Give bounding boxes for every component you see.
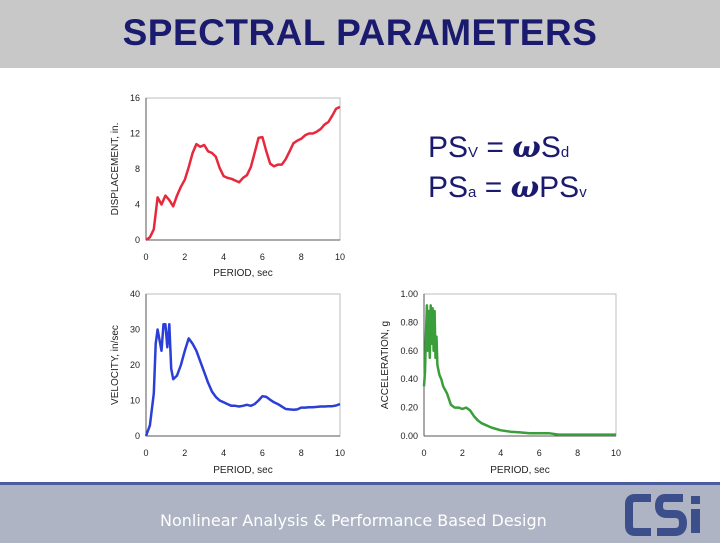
formula-lhs: PS: [428, 171, 469, 204]
x-tick-label: 6: [259, 448, 265, 458]
x-axis-title: PERIOD, sec: [213, 465, 273, 476]
y-tick-label: 16: [129, 93, 140, 103]
x-tick-label: 0: [143, 252, 149, 262]
omega-symbol: ω: [510, 170, 540, 205]
y-tick-label: 30: [129, 324, 140, 335]
y-axis-title: DISPLACEMENT, in.: [110, 122, 121, 216]
formula-rhs: S: [540, 131, 561, 164]
y-tick-label: 0: [134, 235, 140, 245]
x-tick-label: 6: [536, 448, 542, 458]
omega-symbol: ω: [512, 130, 541, 165]
y-tick-label: 0.80: [400, 317, 418, 328]
x-tick-label: 2: [182, 252, 188, 262]
y-tick-label: 0.20: [400, 402, 418, 413]
formula-eq: =: [478, 131, 513, 164]
formula-lhs-sub: V: [468, 144, 479, 161]
x-tick-label: 8: [298, 252, 304, 262]
y-tick-label: 1.00: [400, 289, 418, 299]
x-tick-label: 0: [421, 448, 427, 458]
x-tick-label: 4: [221, 448, 227, 458]
x-tick-label: 8: [575, 448, 581, 458]
y-tick-label: 4: [134, 199, 140, 210]
formula-rhs: PS: [539, 171, 580, 204]
slide-title: SPECTRAL PARAMETERS: [122, 12, 598, 53]
x-axis-title: PERIOD, sec: [490, 465, 550, 476]
x-tick-label: 4: [498, 448, 504, 458]
csi-logo: [625, 490, 710, 538]
y-axis-title: VELOCITY, in/sec: [110, 325, 121, 405]
y-tick-label: 0.00: [400, 431, 418, 441]
x-tick-label: 0: [143, 448, 149, 458]
formula-rhs-sub: v: [579, 184, 587, 201]
x-tick-label: 6: [259, 252, 265, 262]
y-tick-label: 40: [129, 289, 140, 299]
x-tick-label: 2: [459, 448, 465, 458]
y-axis-title: ACCELERATION, g: [380, 320, 391, 410]
x-tick-label: 2: [182, 448, 188, 458]
y-tick-label: 0.40: [400, 374, 418, 385]
slide-footer: [0, 482, 720, 543]
x-tick-label: 10: [610, 448, 622, 458]
y-tick-label: 10: [129, 395, 140, 406]
formula-lhs: PS: [428, 131, 469, 164]
y-tick-label: 0.60: [400, 345, 418, 356]
plot-area: [146, 294, 340, 436]
formula-eq: =: [476, 171, 511, 204]
x-tick-label: 10: [334, 448, 346, 458]
x-tick-label: 4: [221, 252, 227, 262]
y-tick-label: 12: [129, 128, 140, 139]
plot-area: [424, 294, 616, 436]
x-axis-title: PERIOD, sec: [213, 268, 273, 279]
x-tick-label: 10: [334, 252, 346, 262]
y-tick-label: 20: [129, 360, 140, 370]
plot-area: [146, 98, 340, 240]
formula-rhs-sub: d: [560, 144, 570, 161]
y-tick-label: 0: [134, 431, 140, 441]
y-tick-label: 8: [134, 164, 140, 174]
x-tick-label: 8: [298, 448, 304, 458]
footer-text: Nonlinear Analysis & Performance Based Design: [160, 511, 547, 530]
formula-lhs-sub: a: [468, 184, 477, 201]
